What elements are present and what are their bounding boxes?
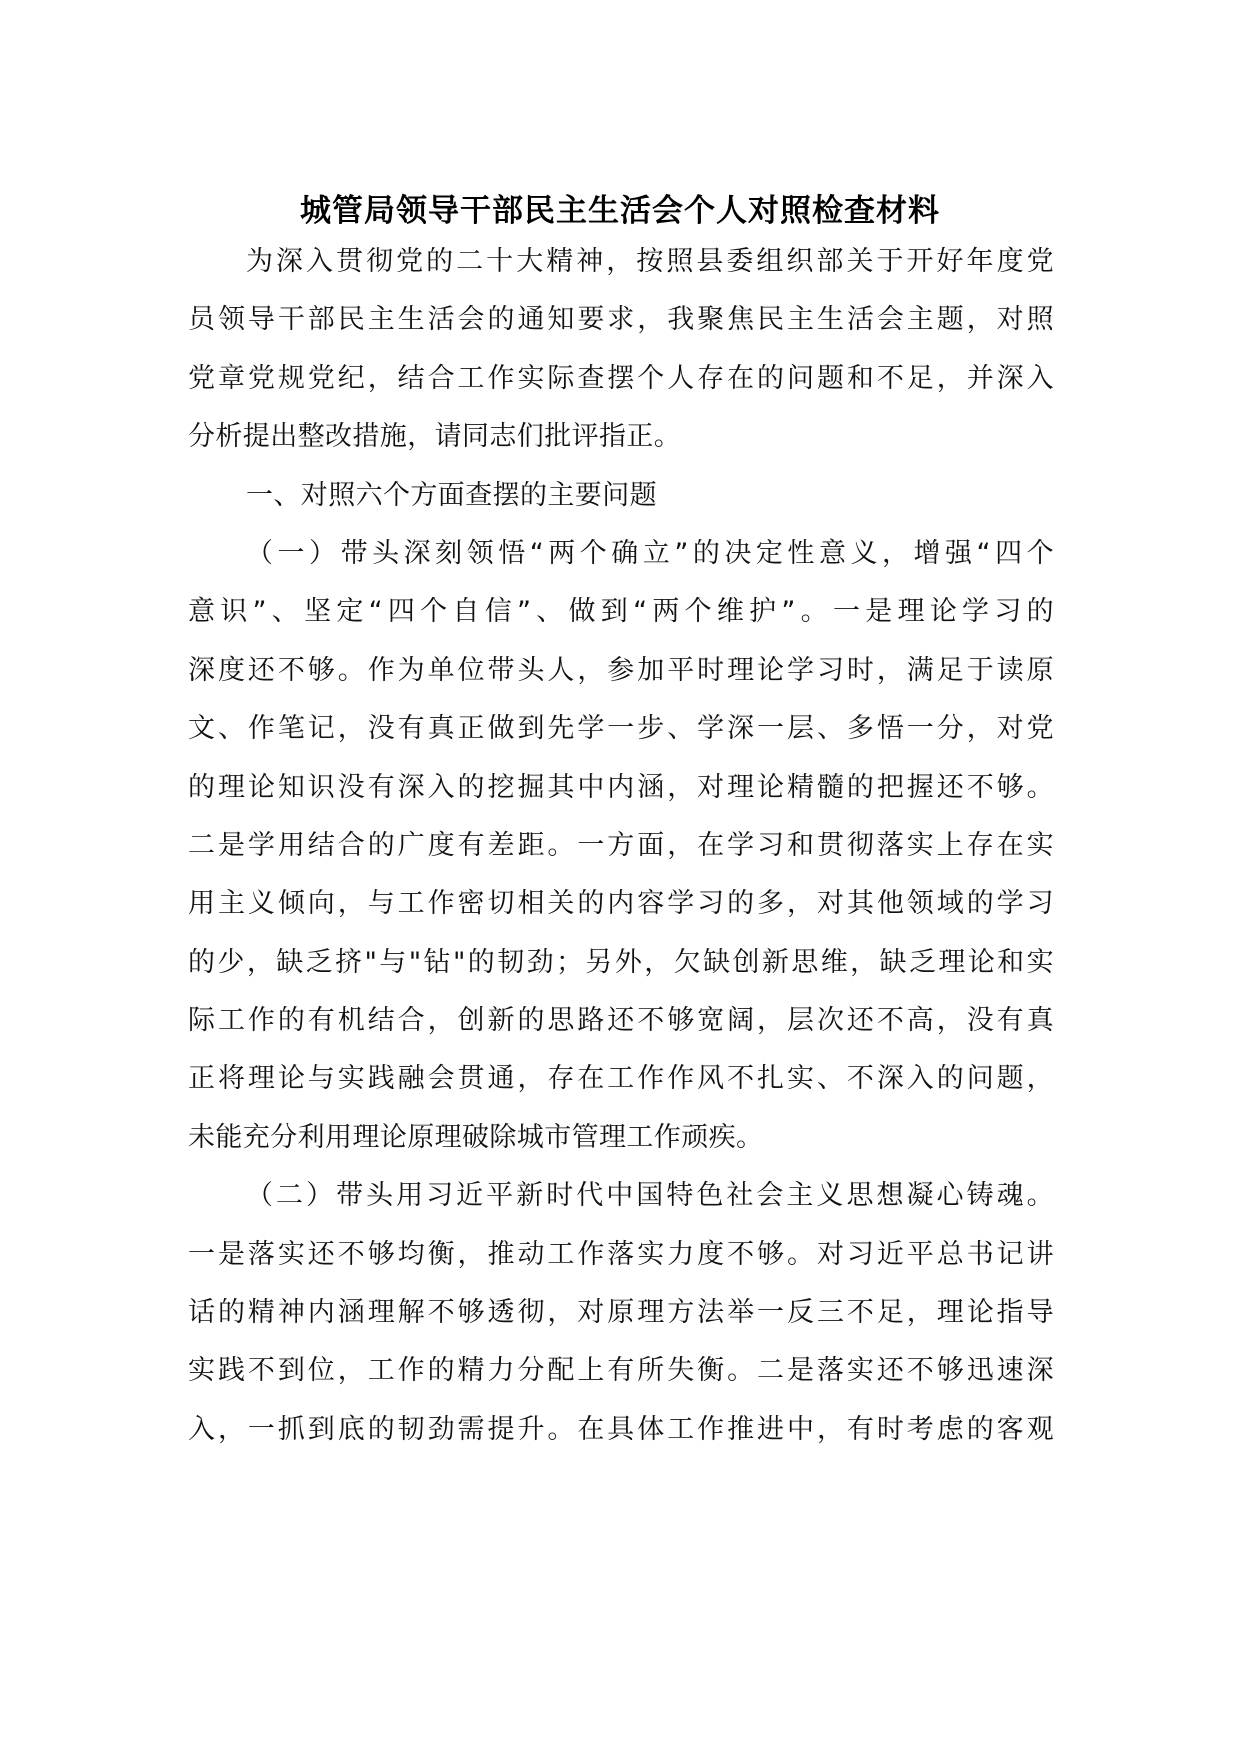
body-line: 未能充分利用理论原理破除城市管理工作顽疾。 (188, 1121, 764, 1153)
body-line: 用主义倾向，与工作密切相关的内容学习的多，对其他领域的学习 (188, 888, 1054, 920)
body-line: 的理论知识没有深入的挖掘其中内涵，对理论精髓的把握还不够。 (188, 771, 1054, 803)
body-line: 分析提出整改措施，请同志们批评指正。 (188, 421, 682, 453)
body-line: 一是落实还不够均衡，推动工作落实力度不够。对习近平总书记讲 (188, 1238, 1054, 1270)
subsection-heading: （二）带头用习近平新时代中国特色社会主义思想凝心铸魂。 (246, 1180, 1054, 1212)
subsection-heading: （一）带头深刻领悟“两个确立”的决定性意义，增强“四个 (246, 537, 1054, 569)
section-heading: 一、对照六个方面查摆的主要问题 (246, 479, 657, 511)
body-line: 员领导干部民主生活会的通知要求，我聚焦民主生活会主题，对照 (188, 304, 1054, 336)
body-line: 际工作的有机结合，创新的思路还不够宽阔，层次还不高，没有真 (188, 1005, 1054, 1037)
body-line: 二是学用结合的广度有差距。一方面，在学习和贯彻落实上存在实 (188, 829, 1054, 861)
body-line: 为深入贯彻党的二十大精神，按照县委组织部关于开好年度党 (246, 246, 1054, 277)
document-body (188, 233, 1054, 1459)
body-line: 党章党规党纪，结合工作实际查摆个人存在的问题和不足，并深入 (188, 362, 1054, 394)
body-line: 的少，缺乏挤"与"钻"的韧劲；另外，欠缺创新思维，缺乏理论和实 (188, 946, 1054, 978)
body-line: 入，一抓到底的韧劲需提升。在具体工作推进中，有时考虑的客观 (188, 1413, 1054, 1445)
body-line: 实践不到位，工作的精力分配上有所失衡。二是落实还不够迅速深 (188, 1355, 1054, 1387)
body-line: 意识”、坚定“四个自信”、做到“两个维护”。一是理论学习的 (188, 596, 1054, 628)
body-line: 正将理论与实践融会贯通，存在工作作风不扎实、不深入的问题， (188, 1063, 1054, 1095)
body-line: 深度还不够。作为单位带头人，参加平时理论学习时，满足于读原 (188, 654, 1054, 686)
body-line: 文、作笔记，没有真正做到先学一步、学深一层、多悟一分，对党 (188, 713, 1054, 745)
document-title: 城管局领导干部民主生活会个人对照检查材料 (300, 192, 940, 229)
body-line: 话的精神内涵理解不够透彻，对原理方法举一反三不足，理论指导 (188, 1297, 1054, 1329)
